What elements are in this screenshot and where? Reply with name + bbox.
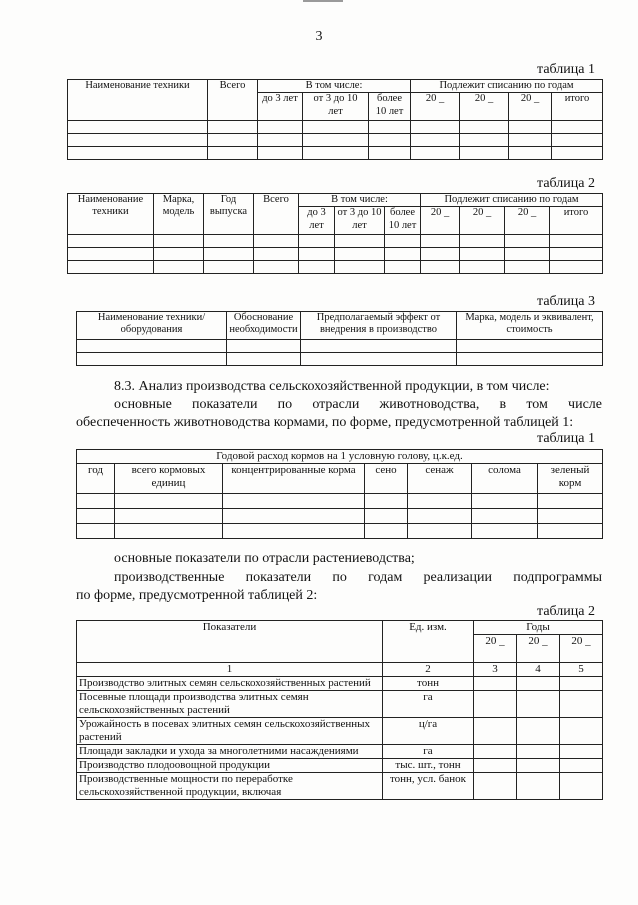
table4-header: сено: [365, 463, 408, 493]
table2: [67, 193, 603, 274]
table3-caption: таблица 3: [537, 294, 595, 309]
table1-sub-header: до 3 лет: [258, 93, 303, 121]
table4-header: зеленый корм: [538, 463, 603, 493]
table5-col-number: 2: [383, 662, 474, 676]
table5-col-number: 5: [560, 662, 603, 676]
table1-header-name: Наименование техники: [68, 80, 208, 121]
table2-header-year: Год выпуска: [204, 194, 254, 235]
page-number: 3: [315, 29, 323, 44]
table5-row-name: Площади закладки и ухода за многолетними насаждениями: [77, 744, 383, 758]
table1-header-including: В том числе:: [258, 80, 411, 93]
table5-row-unit: тонн: [383, 676, 474, 690]
table2-sub-header: от 3 до 10 лет: [335, 207, 385, 235]
table3-header: Марка, модель и эквивалент, стоимость: [457, 312, 603, 340]
paragraph-line: обеспеченность животноводства кормами, по форме, предусмотренной таблицей 1:: [76, 415, 574, 430]
table2-caption: таблица 2: [537, 176, 595, 191]
paragraph-line: основные показатели по отрасли растениеводства;: [114, 551, 415, 566]
table2-sub-header: 20 _: [460, 207, 505, 235]
table-row: [68, 261, 603, 274]
table4-header: концентрированные корма: [223, 463, 365, 493]
table5-col-number: 1: [77, 662, 383, 676]
table5-header-indicator: Показатели: [77, 621, 383, 663]
table5-year: 20 _: [517, 634, 560, 662]
table1-sub-header: от 3 до 10 лет: [303, 93, 369, 121]
table4: [76, 449, 603, 539]
table3-header: Предполагаемый эффект от внедрения в производство: [301, 312, 457, 340]
table5-row-name: Производство элитных семян сельскохозяйственных растений: [77, 676, 383, 690]
table5-row-name: Урожайность в посевах элитных семян сельскохозяйственных растений: [77, 717, 383, 744]
table2-header-writeoff: Подлежит списанию по годам: [421, 194, 603, 207]
table5-header-years: Годы: [474, 621, 603, 635]
table1-caption: таблица 1: [537, 62, 595, 77]
table5-col-number: 3: [474, 662, 517, 676]
table5-row-unit: га: [383, 690, 474, 717]
table-row: [77, 690, 603, 717]
table5-row-name: Производственные мощности по переработке сельскохозяйственной продукции, включая: [77, 772, 383, 799]
table2-sub-header: 20 _: [421, 207, 460, 235]
table1-sub-header: итого: [552, 93, 603, 121]
table5-header-unit: Ед. изм.: [383, 621, 474, 663]
table5-row-name: Производство плодоовощной продукции: [77, 758, 383, 772]
paragraph-line: производственные показатели по годам реализации подпрограммы: [114, 570, 602, 585]
table2-header-name: Наименование техники: [68, 194, 154, 235]
table-row: [77, 523, 603, 538]
table-row: [68, 134, 603, 147]
table1-sub-header: 20 _: [460, 93, 509, 121]
table2-header-including: В том числе:: [299, 194, 421, 207]
table-row: [68, 248, 603, 261]
table2-sub-header: до 3 лет: [299, 207, 335, 235]
table3-header: Наименование техники/оборудования: [77, 312, 227, 340]
table-row: [68, 147, 603, 160]
table5-col-number: 4: [517, 662, 560, 676]
table4-header: солома: [472, 463, 538, 493]
table5-year: 20 _: [474, 634, 517, 662]
paragraph-line: основные показатели по отрасли животноводства, в том числе: [114, 397, 602, 412]
table-row: [77, 676, 603, 690]
table-row: [77, 508, 603, 523]
table-row: [77, 758, 603, 772]
table-row: [77, 340, 603, 353]
table2-sub-header: 20 _: [505, 207, 550, 235]
table4-title: Годовой расход кормов на 1 условную голову, ц.к.ед.: [77, 450, 603, 464]
table-row: [68, 235, 603, 248]
table4-header: год: [77, 463, 115, 493]
table-row: [77, 744, 603, 758]
table-row: [77, 717, 603, 744]
table5-row-unit: ц/га: [383, 717, 474, 744]
table2-header-total: Всего: [254, 194, 299, 235]
table-row: [77, 772, 603, 799]
table5: [76, 620, 603, 800]
table5-row-unit: тыс. шт., тонн: [383, 758, 474, 772]
scan-mark: [303, 0, 343, 2]
table1-header-total: Всего: [208, 80, 258, 121]
table-row: [77, 353, 603, 366]
table3: [76, 311, 603, 366]
table5-caption: таблица 2: [537, 604, 595, 619]
table4-header: всего кормовых единиц: [115, 463, 223, 493]
table1-sub-header: 20 _: [509, 93, 552, 121]
table4-header: сенаж: [408, 463, 472, 493]
table3-header: Обоснование необходимости: [227, 312, 301, 340]
table2-sub-header: более 10 лет: [385, 207, 421, 235]
table-row: [68, 121, 603, 134]
table1: [67, 79, 603, 160]
table1-header-writeoff: Подлежит списанию по годам: [411, 80, 603, 93]
table-row: [77, 493, 603, 508]
section-heading: 8.3. Анализ производства сельскохозяйственной продукции, в том числе:: [114, 379, 550, 394]
table5-year: 20 _: [560, 634, 603, 662]
table5-row-name: Посевные площади производства элитных семян сельскохозяйственных растений: [77, 690, 383, 717]
table1-sub-header: 20 _: [411, 93, 460, 121]
paragraph-line: по форме, предусмотренной таблицей 2:: [76, 588, 318, 603]
table5-row-unit: тонн, усл. банок: [383, 772, 474, 799]
table4-caption: таблица 1: [537, 431, 595, 446]
table5-row-unit: га: [383, 744, 474, 758]
table1-sub-header: более 10 лет: [369, 93, 411, 121]
table2-sub-header: итого: [550, 207, 603, 235]
table2-header-brand: Марка, модель: [154, 194, 204, 235]
